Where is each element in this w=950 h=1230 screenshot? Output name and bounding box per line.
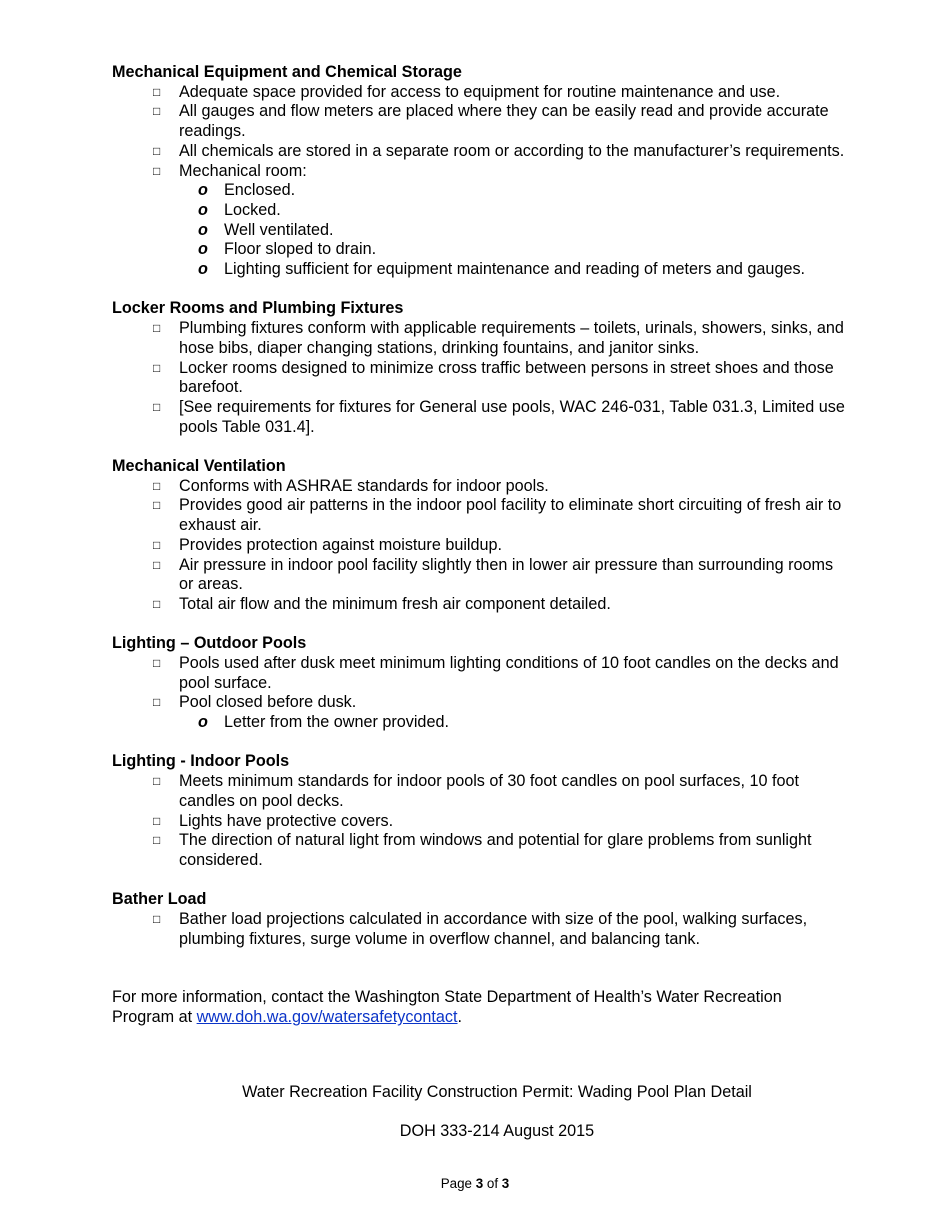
page-prefix: Page: [440, 1176, 476, 1191]
contact-link[interactable]: www.doh.wa.gov/watersafetycontact: [196, 1008, 458, 1027]
checkbox-icon[interactable]: □: [153, 833, 161, 848]
checklist-item: [112, 556, 847, 595]
sub-item-text: Floor sloped to drain.: [224, 240, 377, 259]
sub-item-text: Letter from the owner provided.: [224, 713, 449, 732]
checklist-item-text: Pool closed before dusk.: [179, 693, 357, 712]
checklist-item: [112, 83, 847, 103]
contact-info: [112, 988, 847, 1027]
checkbox-icon[interactable]: □: [153, 655, 161, 670]
checkbox-icon[interactable]: □: [153, 143, 161, 158]
checklist-item-text: Meets minimum standards for indoor pools of 30 foot candles on pool surfaces, 10 foot candles on pool decks.: [179, 772, 799, 810]
checklist-item: [112, 359, 847, 398]
checklist-items: [112, 83, 847, 280]
checkbox-icon[interactable]: □: [153, 498, 161, 513]
checklist-item-text: Pools used after dusk meet minimum lighting conditions of 10 foot candles on the decks and pool surface.: [179, 653, 839, 692]
checkbox-icon[interactable]: □: [153, 360, 161, 375]
checkbox-icon[interactable]: □: [153, 557, 161, 572]
sub-bullet-icon: o: [198, 200, 208, 219]
checkbox-icon[interactable]: □: [153, 163, 161, 178]
checklist-items: [112, 772, 847, 871]
section-title: Locker Rooms and Plumbing Fixtures: [112, 299, 404, 318]
section-title: Lighting – Outdoor Pools: [112, 634, 307, 653]
sub-items: [179, 713, 847, 733]
checklist-content: [112, 63, 847, 1028]
sub-item-text: Well ventilated.: [224, 220, 334, 239]
checklist-item-text: Provides protection against moisture buildup.: [179, 535, 503, 554]
checklist-item-text: The direction of natural light from windows and potential for glare problems from sunlight considered.: [179, 831, 812, 869]
sub-item: [179, 221, 847, 241]
checklist-item-text: Total air flow and the minimum fresh air component detailed.: [179, 594, 611, 613]
checkbox-icon[interactable]: □: [153, 321, 161, 336]
checklist-item: [112, 812, 847, 832]
checklist-item: [112, 910, 847, 949]
checklist-item: [112, 102, 847, 141]
sub-item: [179, 260, 847, 280]
contact-info-end: .: [457, 1008, 463, 1027]
checklist-item: [112, 536, 847, 556]
checkbox-icon[interactable]: □: [153, 84, 161, 99]
checklist-item: [112, 142, 847, 162]
checklist-item: [112, 319, 847, 358]
sub-item-text: Lighting sufficient for equipment maintenance and reading of meters and gauges.: [224, 260, 806, 279]
checklist-section: [112, 457, 847, 615]
checklist-section: [112, 299, 847, 437]
checklist-item: [112, 162, 847, 280]
checklist-item-text: Conforms with ASHRAE standards for indoor pools.: [179, 476, 549, 495]
checkbox-icon[interactable]: □: [153, 774, 161, 789]
checkbox-icon[interactable]: □: [153, 478, 161, 493]
checklist-items: [112, 910, 847, 949]
checklist-item-text: All gauges and flow meters are placed where they can be easily read and provide accurate readings.: [179, 102, 829, 141]
sub-item-text: Locked.: [224, 200, 281, 219]
sub-items: [179, 181, 847, 280]
checkbox-icon[interactable]: □: [153, 596, 161, 611]
footer-title: Water Recreation Facility Construction Permit: Wading Pool Plan Detail: [242, 1083, 752, 1101]
checkbox-icon[interactable]: □: [153, 912, 161, 927]
checklist-item-text: Lights have protective covers.: [179, 811, 394, 830]
page-number: [0, 1174, 950, 1194]
checkbox-icon[interactable]: □: [153, 695, 161, 710]
checklist-item: [112, 398, 847, 437]
checkbox-icon[interactable]: □: [153, 104, 161, 119]
checkbox-icon[interactable]: □: [153, 537, 161, 552]
checklist-item-text: Locker rooms designed to minimize cross traffic between persons in street shoes and those barefoot.: [179, 358, 834, 397]
contact-info-text: For more information, contact the Washington State Department of Health’s Water Recreation Program at: [112, 988, 782, 1027]
checklist-item-text: Plumbing fixtures conform with applicable requirements – toilets, urinals, showers, sinks, and hose bibs, diaper changing stations, drinking fountains, and janitor sinks.: [179, 319, 844, 357]
checklist-item: [112, 772, 847, 811]
checklist-item-text: Bather load projections calculated in accordance with size of the pool, walking surfaces, plumbing fixtures, surge volume in overflow channel, and balancing tank.: [179, 910, 808, 948]
checklist-section: [112, 890, 847, 949]
sub-bullet-icon: o: [198, 260, 208, 279]
section-title: Mechanical Ventilation: [112, 457, 286, 475]
checklist-item: [112, 595, 847, 615]
checklist-item-text: [See requirements for fixtures for General use pools, WAC 246-031, Table 031.3, Limited use pools Table 031.4].: [179, 397, 845, 436]
checklist-item-text: Mechanical room:: [179, 161, 307, 180]
page-of: of: [483, 1176, 502, 1191]
checklist-item: [112, 496, 847, 535]
checklist-item-text: Adequate space provided for access to equipment for routine maintenance and use.: [179, 82, 781, 101]
checkbox-icon[interactable]: □: [153, 399, 161, 414]
checklist-item: [112, 831, 847, 870]
section-title: Bather Load: [112, 890, 207, 909]
checklist-items: [112, 477, 847, 615]
checklist-item: [112, 477, 847, 497]
checklist-item-text: Provides good air patterns in the indoor pool facility to eliminate short circuiting of fresh air to exhaust air.: [179, 496, 842, 535]
page-total: 3: [501, 1176, 510, 1191]
checklist-section: [112, 752, 847, 870]
footer-document-code: DOH 333-214 August 2015: [399, 1122, 595, 1140]
sub-bullet-icon: o: [198, 713, 208, 732]
sub-item: [179, 201, 847, 221]
sub-item: [179, 713, 847, 733]
sub-bullet-icon: o: [198, 181, 208, 200]
checklist-section: [112, 634, 847, 733]
sub-item: [179, 181, 847, 201]
section-title: Mechanical Equipment and Chemical Storage: [112, 63, 462, 81]
checklist-item-text: Air pressure in indoor pool facility slightly then in lower air pressure than surrounding rooms or areas.: [179, 555, 834, 594]
checklist-item: [112, 693, 847, 732]
sub-bullet-icon: o: [198, 220, 208, 239]
page-current: 3: [475, 1176, 484, 1191]
sub-item: [179, 240, 847, 260]
section-title: Lighting - Indoor Pools: [112, 752, 290, 771]
sub-bullet-icon: o: [198, 240, 208, 259]
sub-item-text: Enclosed.: [224, 181, 296, 200]
checklist-items: [112, 319, 847, 437]
checklist-item-text: All chemicals are stored in a separate room or according to the manufacturer’s requirements.: [179, 141, 845, 160]
checklist-section: [112, 63, 847, 280]
checklist-item: [112, 654, 847, 693]
checkbox-icon[interactable]: □: [153, 813, 161, 828]
checklist-items: [112, 654, 847, 733]
